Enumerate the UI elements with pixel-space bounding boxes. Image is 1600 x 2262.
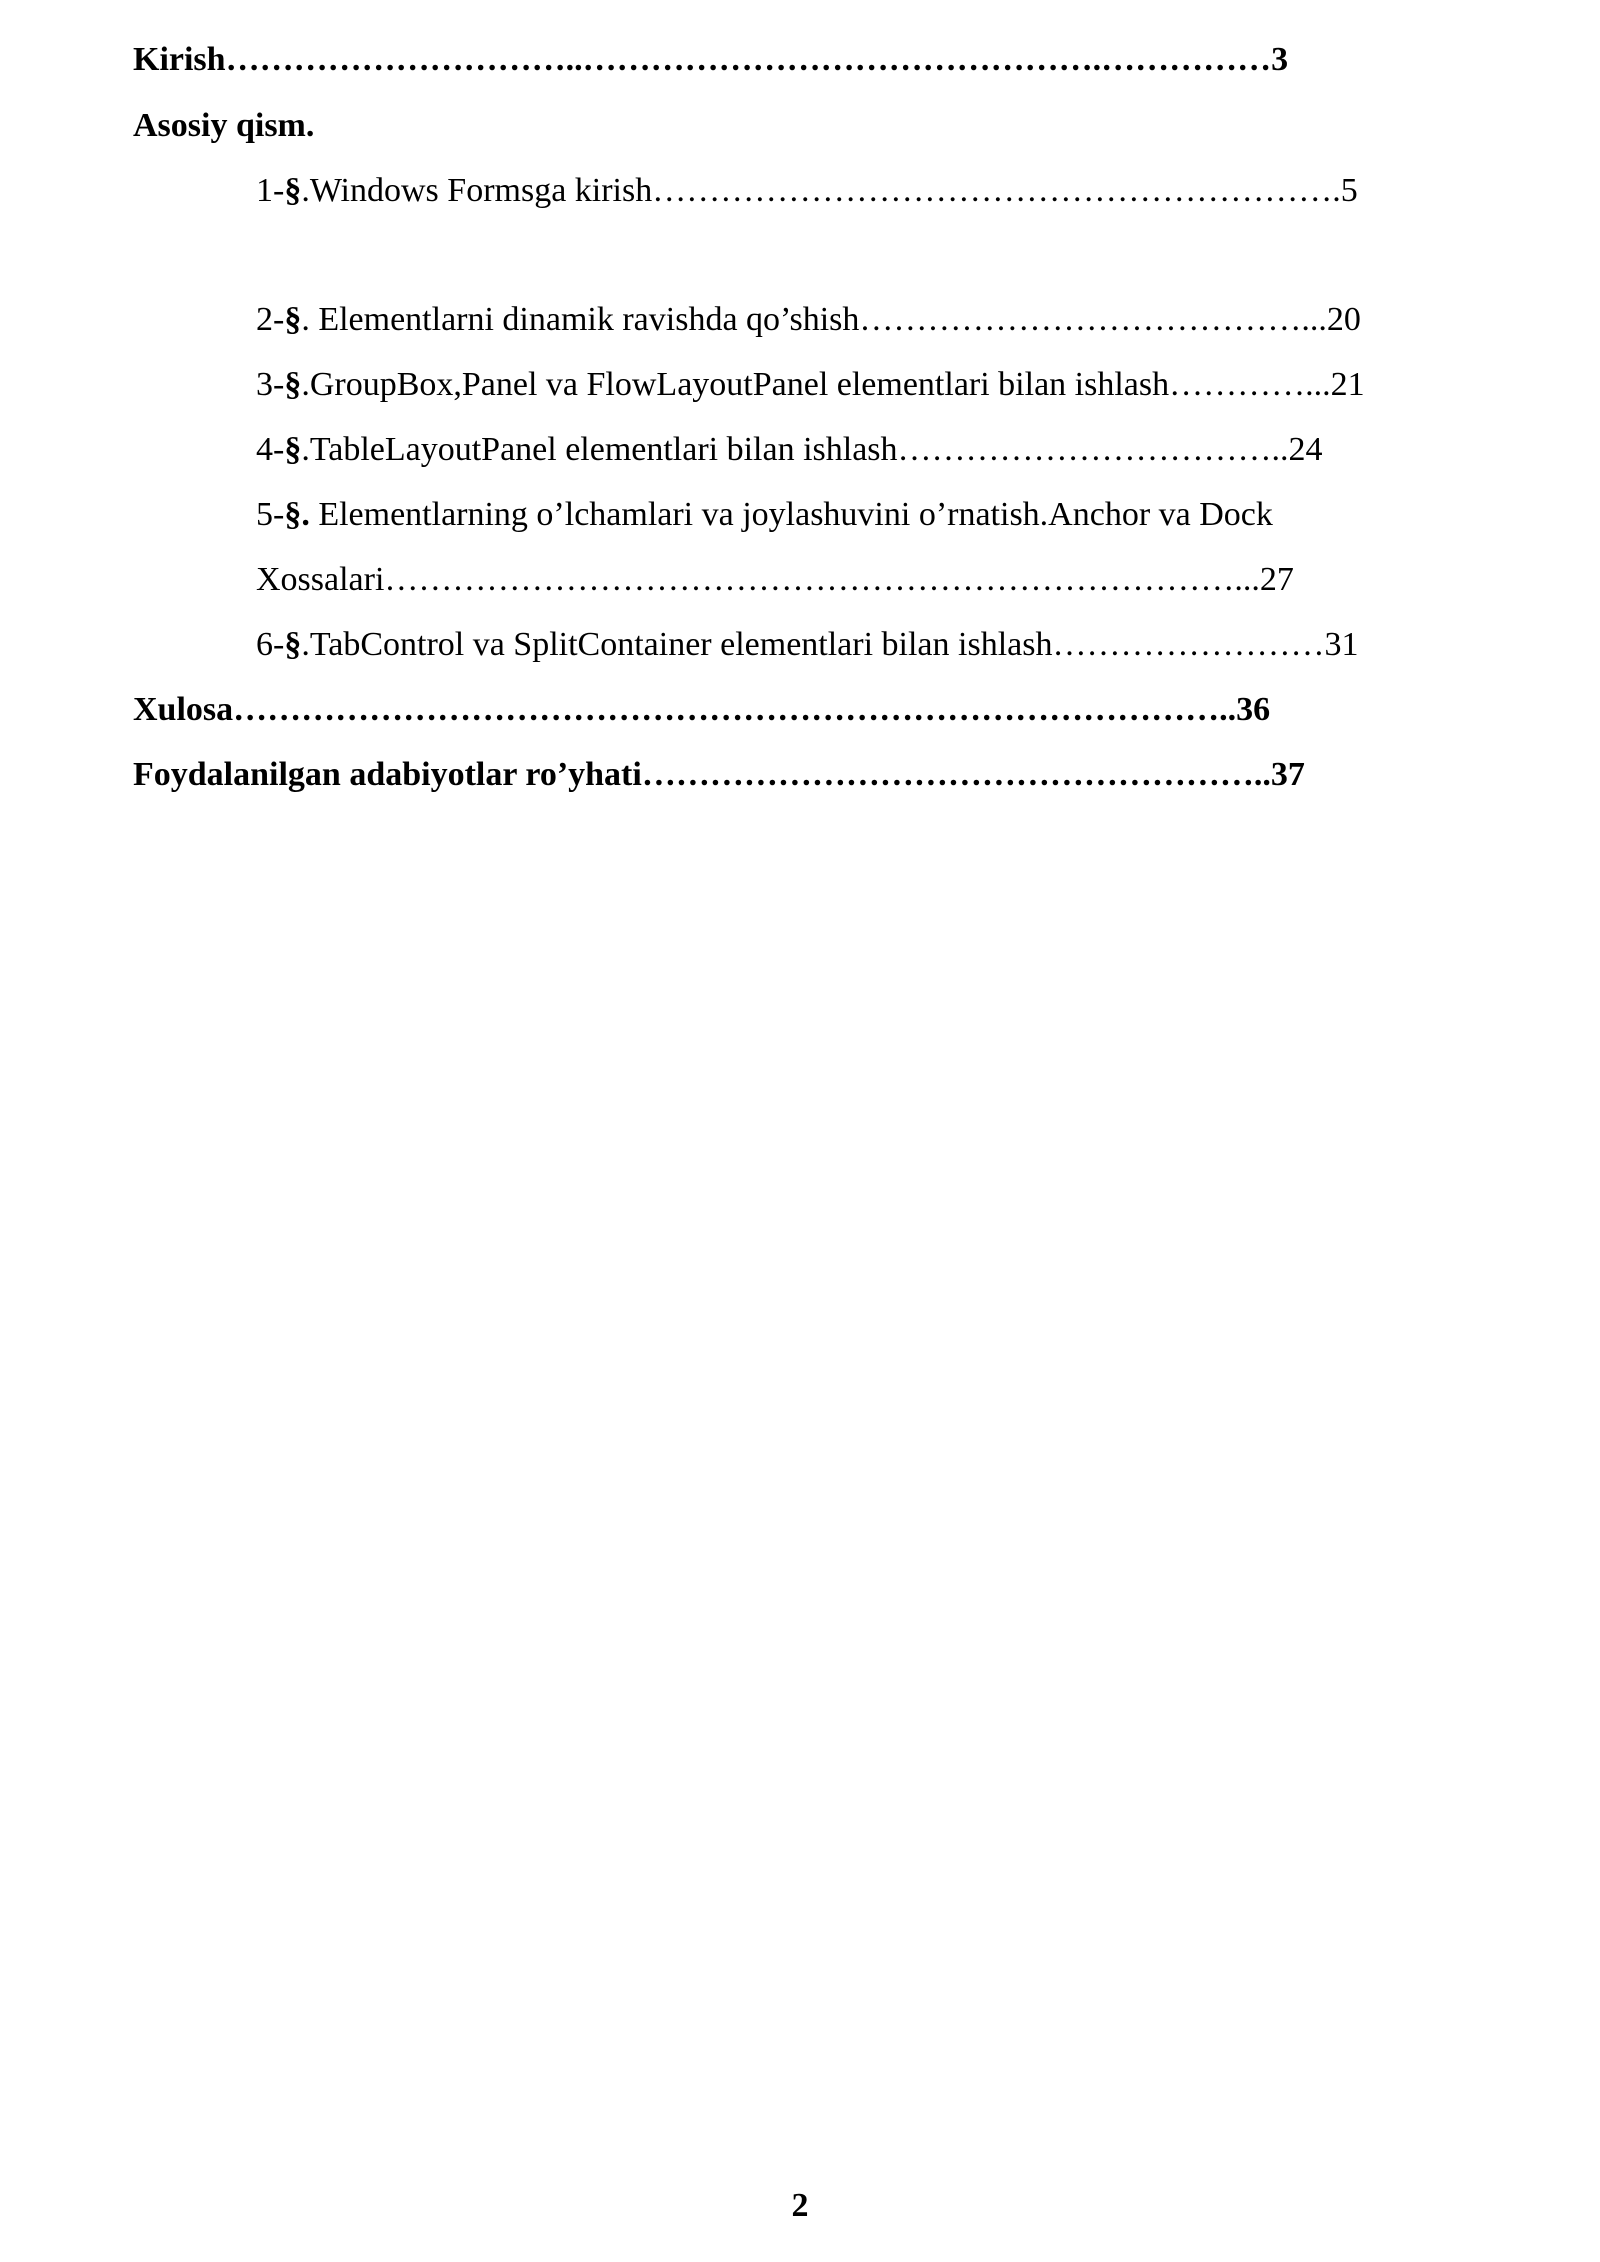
toc-entry-xulosa: Xulosa……………………………………………………………………………..36	[133, 691, 1271, 728]
toc-heading-asosiy-qism: Asosiy qism.	[133, 107, 315, 144]
toc-entry-section-5-continued: Xossalari…………………………………………………………………...27	[256, 561, 1294, 598]
section-number: 1-	[256, 172, 285, 209]
section-symbol: §	[284, 172, 302, 209]
section-title: . Elementlarni dinamik ravishda qo’shish…………………………………...20	[301, 301, 1361, 338]
section-number: 4-	[256, 431, 285, 468]
section-title: .Windows Formsga kirish…………………………………………………….5	[301, 172, 1358, 209]
section-symbol: §	[284, 301, 302, 338]
page-number: 2	[791, 2187, 809, 2224]
section-title: .GroupBox,Panel va FlowLayoutPanel elementlari bilan ishlash…………...21	[301, 366, 1365, 403]
toc-entry-kirish: Kirish…………………………..……………………………………….……………3	[133, 41, 1289, 78]
section-title: Elementlarning o’lchamlari va joylashuvini o’rnatish.Anchor va Dock	[309, 496, 1273, 533]
toc-entry-section-2	[256, 300, 1481, 340]
toc-entry-section-6	[256, 625, 1481, 665]
section-number: 5-	[256, 496, 285, 533]
section-title: .TableLayoutPanel elementlari bilan ishlash……………………………..24	[301, 431, 1323, 468]
section-symbol: §	[284, 431, 302, 468]
section-number: 6-	[256, 626, 285, 663]
section-symbol: §.	[284, 496, 310, 533]
toc-entry-adabiyotlar: Foydalanilgan adabiyotlar ro’yhati………………………………………………..37	[133, 756, 1305, 793]
toc-entry-section-1	[256, 171, 1481, 211]
section-symbol: §	[284, 366, 302, 403]
toc-entry-section-5	[256, 495, 1481, 535]
section-symbol: §	[284, 626, 302, 663]
section-title: .TabControl va SplitContainer elementlari bilan ishlash……………………31	[301, 626, 1359, 663]
toc-entry-section-4	[256, 430, 1481, 470]
toc-entry-section-3	[256, 365, 1481, 405]
section-number: 2-	[256, 301, 285, 338]
section-number: 3-	[256, 366, 285, 403]
